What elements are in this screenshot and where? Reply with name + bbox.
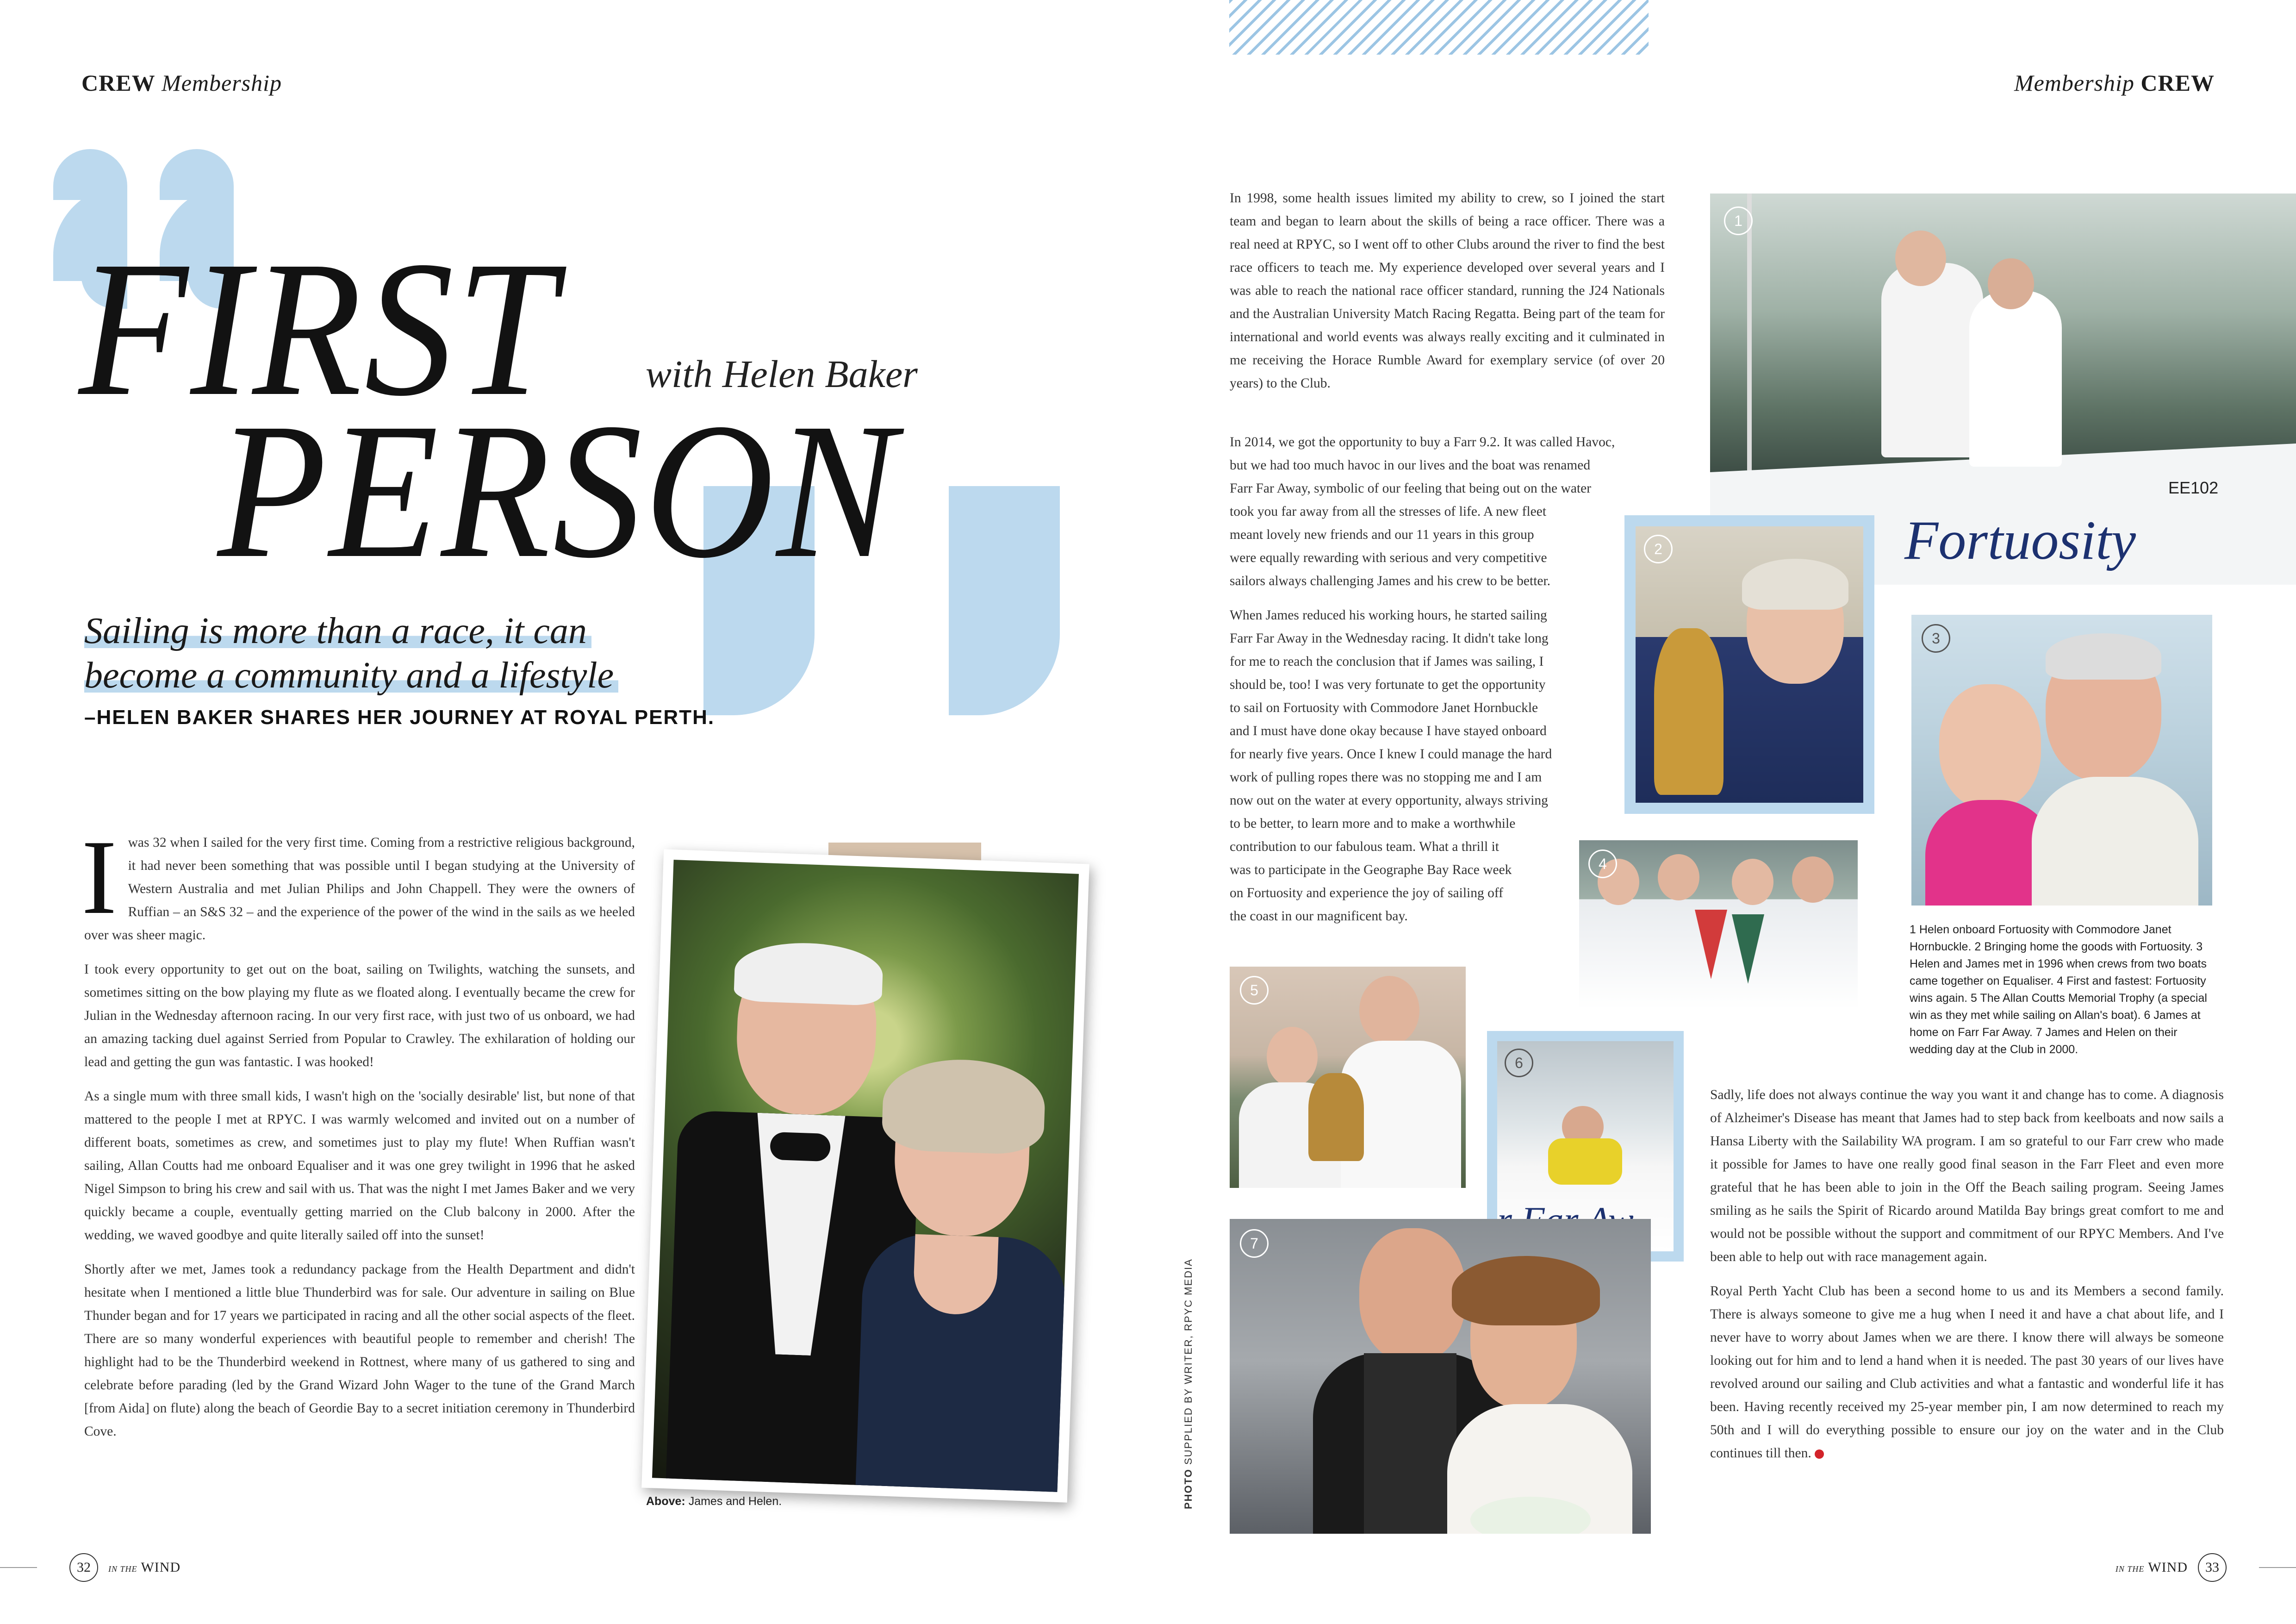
crop-mark — [0, 1567, 37, 1568]
text-line: on Fortuosity and experience the joy of sailing off — [1230, 886, 1503, 900]
paragraph — [1230, 431, 1665, 593]
standfirst-line-1: Sailing is more than a race, it can — [84, 611, 591, 651]
photo-captions: 1 Helen onboard Fortuosity with Commodore Janet Hornbuckle. 2 Bringing home the goods with Fortuosity. 3 Helen and James met in 1996 when crews from two boats came together on Equaliser. 4 First and fastest: Fortuosity wins again. 5 The Allan Coutts Memorial Trophy (a special win as they met while sailing on Allan's boat). 6 James at home on Farr Far Away. 7 James and Helen on their wedding day at the Club in 2000. — [1910, 923, 2207, 1056]
text-line: was to participate in the Geographe Bay Race week — [1230, 862, 1512, 877]
photo-number-badge: 6 — [1505, 1049, 1533, 1077]
text-line: now out on the water at every opportunity, always striving — [1230, 793, 1548, 808]
text-line: were equally rewarding with serious and very competitive — [1230, 550, 1547, 565]
page-number: 33 — [2198, 1553, 2227, 1582]
text-line: should be, too! I was very fortunate to get the opportunity — [1230, 677, 1546, 692]
decorative-stripes — [1229, 0, 1649, 55]
photo-5-trophy — [1230, 967, 1466, 1188]
boat-name: Fortuosity — [1904, 509, 2136, 571]
text-line: When James reduced his working hours, he started sailing — [1230, 608, 1547, 623]
paragraph: In 1998, some health issues limited my ability to crew, so I joined the start team and began to learn about the skills of being a race officer. There was a real need at RPYC, so I went off to other Clubs around the river to find the best race officers to teach me. My experience developed over several years and I was able to reach the national race officer standard, running the J24 Nationals and the Australian University Match Racing Regatta. Being part of the team for international and world events was always really exciting and it culminated in me receiving the Horace Rumble Award for exemplary service (of over 20 years) to the Club. — [1230, 191, 1665, 391]
standfirst — [84, 609, 618, 698]
drop-cap: I — [81, 818, 117, 936]
text-line: for me to reach the conclusion that if James was sailing, I — [1230, 654, 1544, 669]
photo-number-badge: 7 — [1240, 1229, 1269, 1258]
paragraph: Sadly, life does not always continue the way you want it and change has to come. A diagnosis of Alzheimer's Disease has meant that James had to step back from keelboats and now sails a Hansa Liberty with the Sailability WA program. I am so grateful to our Farr crew who made it possible for James to have one really good final season in the Farr Fleet and even more grateful that he has been able to join in the Off the Beach sailing program. Seeing James smiling as he sails the Spirit of Ricardo around Matilda Bay brings great comfort to me and would not be possible without the support and commitment of our RPYC Members. And I've been able to help out with race management again. — [1710, 1087, 2224, 1264]
photo-number-badge: 4 — [1588, 849, 1617, 878]
main-photo-caption: Above: James and Helen. — [646, 1495, 782, 1508]
paragraph: I took every opportunity to get out on the boat, sailing on Twilights, watching the sunsets, and sometimes sitting on the bow playing my flute as we floated along. I eventually became the crew for Julian in the Wednesday afternoon racing. In our very first race, with just two of us onboard, we had an amazing tacking duel against Serried from Popular to Crawley. The exhilaration of holding our lead and getting the gun was fantastic. I was hooked! — [84, 962, 635, 1069]
photo-credit: PHOTO SUPPLIED BY WRITER, RPYC MEDIA — [1182, 1258, 1194, 1509]
title-first: FIRST — [79, 221, 559, 436]
text-line: Farr Far Away in the Wednesday racing. It didn't take long — [1230, 631, 1549, 646]
main-photo-frame — [641, 849, 1089, 1502]
text-line: but we had too much havoc in our lives and the boat was renamed — [1230, 458, 1591, 473]
text-line: contribution to our fabulous team. What a thrill it — [1230, 839, 1499, 854]
text-line: to be better, to learn more and to make a worthwhile — [1230, 816, 1516, 831]
standfirst-sub: –HELEN BAKER SHARES HER JOURNEY AT ROYAL PERTH. — [84, 706, 715, 729]
text-line: took you far away from all the stresses of life. A new fleet — [1230, 504, 1547, 519]
running-head-subsection: Membership — [2014, 70, 2134, 96]
crop-mark — [2259, 1567, 2296, 1568]
right-column-a — [1230, 187, 1665, 406]
text-line: and I must have done okay because I have stayed onboard — [1230, 724, 1547, 738]
running-head-subsection: Membership — [162, 70, 282, 96]
woman-figure — [855, 1066, 1074, 1492]
photo-number-badge: 3 — [1922, 624, 1950, 653]
text-line: for nearly five years. Once I knew I could manage the hard — [1230, 747, 1552, 762]
running-head-section: CREW — [81, 70, 156, 96]
footer-right — [2116, 1553, 2227, 1582]
text-line: meant lovely new friends and our 11 years in this group — [1230, 527, 1534, 542]
page-number: 32 — [69, 1553, 98, 1582]
photo-4-crew — [1579, 840, 1858, 1009]
text-line: Farr Far Away, symbolic of our feeling that being out on the water — [1230, 481, 1592, 496]
running-head-section: CREW — [2140, 70, 2215, 96]
running-head-left — [81, 69, 282, 96]
photo-2-trophy — [1636, 526, 1863, 803]
photo-3-couple — [1911, 615, 2212, 906]
standfirst-line-2: become a community and a lifestyle — [84, 655, 618, 696]
photo-2-frame — [1624, 515, 1874, 814]
photo-7-wedding — [1230, 1219, 1651, 1534]
text-line: In 2014, we got the opportunity to buy a Farr 9.2. It was called Havoc, — [1230, 435, 1615, 450]
paragraph: Royal Perth Yacht Club has been a second home to us and its Members a second family. There is always someone to give me a hug when I need it and have a chat about life, and I never have to worry about James when we are there. I know there will always be someone looking out for him and to lend a hand when it is needed. The past 30 years of our lives have revolved around our sailing and Club activities and what a fantastic and wonderful life it has been. Having recently received my 25-year member pin, I am now determined to reach my 50th and I will do everything possible to ensure our joy on the water and in the Club continues till then. — [1710, 1284, 2224, 1461]
paragraph: Iwas 32 when I sailed for the very first time. Coming from a restrictive religious background, it had never been something that was possible until I began studying at the University of Western Australia and met Julian Philips and John Chappell. They were the owners of Ruffian – an S&S 32 – and the experience of the power of the wind in the sails as we heeled over was sheer magic. — [81, 818, 635, 943]
photo-number-badge: 1 — [1724, 206, 1753, 235]
magazine-name: IN THE WIND — [108, 1560, 181, 1575]
main-photo — [652, 860, 1079, 1492]
paragraph: As a single mum with three small kids, I wasn't high on the 'socially desirable' list, but none of that mattered to the people I met at RPYC. I was warmly welcomed and invited out on a number of different boats, sometimes as crew, and sometimes just to play my flute! When Ruffian wasn't sailing, Allan Coutts had me onboard Equaliser and it was one grey twilight in 1996 that he asked Nigel Simpson to bring his crew and sail with us. That was the night I met James Baker and we very quickly became a couple, eventually getting married on the Club balcony in 2000. After the wedding, we waved goodbye and quite literally sailed off into the sunset! — [84, 1089, 635, 1243]
paragraph: Shortly after we met, James took a redundancy package from the Health Department and didn't hesitate when I mentioned a little blue Thunderbird was for sale. Our adventure in sailing on Blue Thunder began and for 17 years we participated in racing and all the other social aspects of the fleet. There are so many wonderful experiences with beautiful people to remember and cherish! The highlight had to be the Thunderbird weekend in Rottnest, where many of us gathered to sing and celebrate before parading (led by the Grand Wizard John Wager to the tune of the Grand March [from Aida] on flute) along the beach of Geordie Bay to a secret initiation ceremony in Thunderbird Cove. — [84, 1262, 635, 1439]
magazine-name: IN THE WIND — [2115, 1560, 2188, 1575]
right-column-b — [1710, 1083, 2224, 1476]
text-line: sailors always challenging James and his crew to be better. — [1230, 574, 1551, 588]
byline: with Helen Baker — [646, 353, 918, 396]
left-column-body — [81, 818, 635, 1454]
photo-number-badge: 2 — [1644, 535, 1673, 563]
footer-left — [69, 1553, 180, 1582]
text-line: to sail on Fortuosity with Commodore Janet Hornbuckle — [1230, 700, 1538, 715]
text-line: the coast in our magnificent bay. — [1230, 909, 1408, 924]
end-mark — [1815, 1449, 1824, 1459]
photo-number-badge: 5 — [1240, 976, 1269, 1005]
title-person: PERSON — [218, 383, 899, 598]
text-line: work of pulling ropes there was no stopping me and I am — [1230, 770, 1542, 785]
running-head-right — [2014, 69, 2215, 96]
sail-number: EE102 — [2168, 478, 2219, 497]
